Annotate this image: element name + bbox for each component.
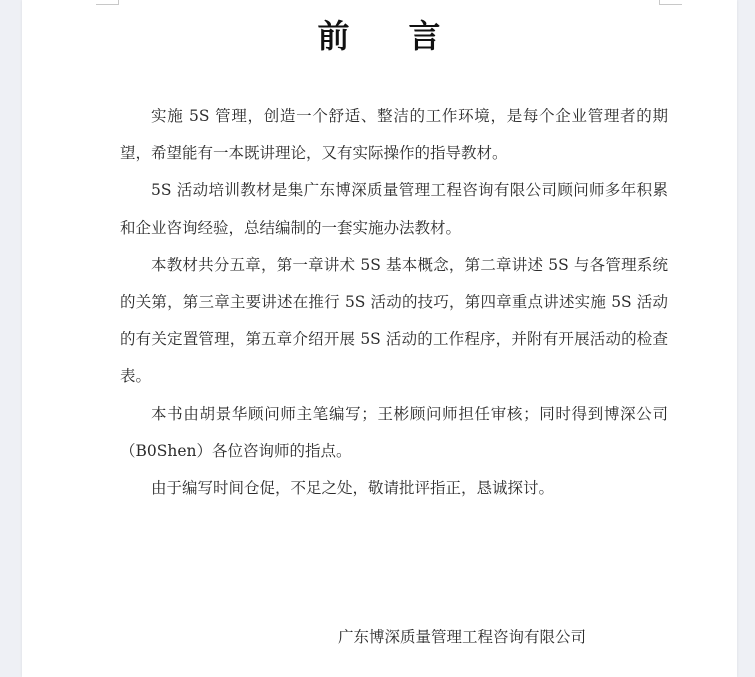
paragraph-5: 由于编写时间仓促，不足之处，敬请批评指正，恳诚探讨。 [151,479,555,498]
paragraph-4: 本书由胡景华顾问师主笔编写；王彬顾问师担任审核；同时得到博深公司（B0Shen）各位咨询师的指点。 [120,404,668,460]
paragraph-1: 实施 5S 管理，创造一个舒适、整洁的工作环境，是每个企业管理者的期望，希望能有一本既讲理论，又有实际操作的指导教材。 [120,107,668,163]
preface-body [120,98,668,507]
document-page [22,0,737,677]
page-title [22,11,737,57]
signature-company: 广东博深质量管理工程咨询有限公司 [338,628,587,646]
paragraph-3: 本教材共分五章，第一章讲术 5S 基本概念，第二章讲述 5S 与各管理系统的关第，第三章主要讲述在推行 5S 活动的技巧，第四章重点讲述实施 5S 活动的有关定置管理，第五章介绍开展 5S 活动的工作程序，并附有开展活动的检查表。 [120,255,668,386]
page-corner-mark-left [96,0,119,5]
title-char-2: 言 [408,17,442,55]
title-char-1: 前 [317,17,351,55]
page-corner-mark-right [659,0,682,5]
paragraph-2: 5S 活动培训教材是集广东博深质量管理工程咨询有限公司顾问师多年积累和企业咨询经验，总结编制的一套实施办法教材。 [120,181,668,237]
